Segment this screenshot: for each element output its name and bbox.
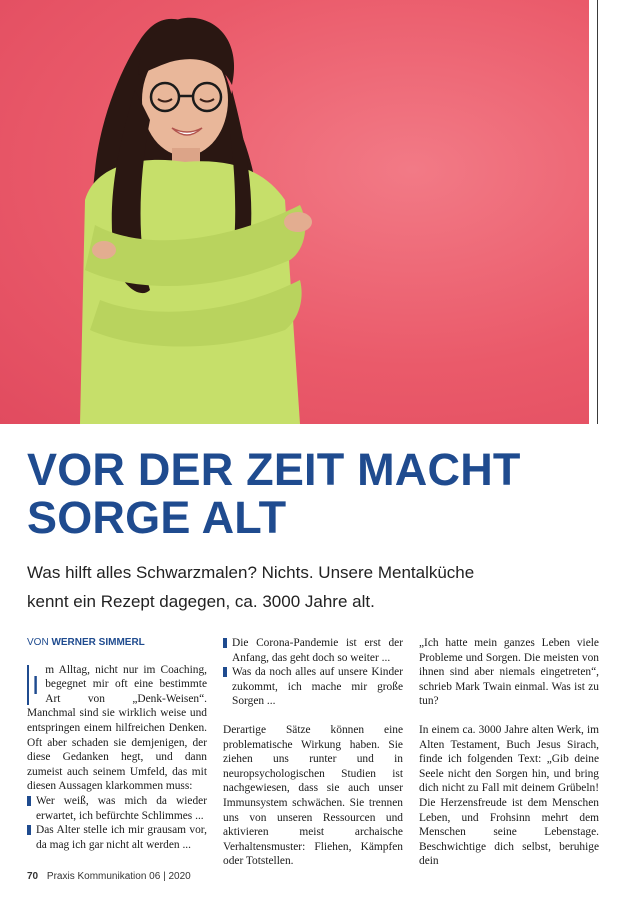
- byline-prefix: VON: [27, 637, 49, 648]
- woman-hugging-herself-illustration: [0, 0, 589, 424]
- intro-text: m Alltag, nicht nur im Coaching, begegnet mir oft eine bestimmte Art von „Denk-Weisen“. Manchmal sind sie wirklich weise und entspringen einem hilfreichen Denken. Oft aber schaden sie demjenigen, der diese Gedanken hegt, und dann zumeist auch seinem Umfeld, das mit diesen Aussagen klarkommen muss:: [27, 663, 207, 793]
- subtitle-line-1: Was hilft alles Schwarzmalen? Nichts. Unsere Mentalküche: [27, 563, 475, 582]
- body-paragraph: In einem ca. 3000 Jahre alten Werk, im Alten Testament, Buch Jesus Sirach, finde ich folgenden Text: „Gib deine Seele nicht den Sorgen hin, und bring dich nicht zu Fall mit deinem Grübeln! Die Herzensfreude ist dem Menschen Leben, und Frohsinn mehrt dem Menschen seine Lebenstage. Beschwichtige dich selbst, beruhige dein: [419, 723, 599, 868]
- publication-name: Praxis Kommunikation 06 | 2020: [46, 871, 191, 882]
- body-paragraph: Derartige Sätze können eine problematische Wirkung haben. Sie ziehen uns runter und in neuropsychologischen Studien ist nachgewiesen, dass sie auch unser Immunsystem schwächen. Sie trennen uns von unseren Ressourcen und aktivieren meist archaische Verhaltensmuster: Fliehen, Kämpfen oder Totstellen.: [223, 723, 403, 868]
- bullet-item: Die Corona-Pandemie ist erst der Anfang, das geht doch so weiter ...: [223, 636, 403, 665]
- bullet-item: Das Alter stelle ich mir grausam vor, da mag ich gar nicht alt werden ...: [27, 823, 207, 852]
- article-headline: [27, 446, 607, 542]
- article-subtitle: [27, 558, 587, 616]
- headline-line-2: SORGE ALT: [27, 492, 287, 543]
- headline-line-1: VOR DER ZEIT MACHT: [27, 444, 521, 495]
- page-footer: [27, 871, 191, 882]
- text-column-3: [419, 636, 599, 869]
- text-column-2: [223, 636, 403, 869]
- subtitle-line-2: kennt ein Rezept dagegen, ca. 3000 Jahre alt.: [27, 592, 375, 611]
- intro-paragraph: [27, 663, 207, 794]
- bullet-item: Was da noch alles auf unsere Kinder zukommt, ich mache mir große Sorgen ...: [223, 665, 403, 709]
- page-edge-rule: [597, 0, 598, 424]
- quote-paragraph: „Ich hatte mein ganzes Leben viele Probleme und Sorgen. Die meisten von ihnen sind aber niemals eingetreten“, schrieb Mark Twain einmal. Was ist zu tun?: [419, 637, 599, 708]
- drop-cap: I: [27, 665, 39, 705]
- byline: [27, 636, 207, 651]
- page-number: 70: [27, 871, 39, 882]
- hero-photo: [0, 0, 589, 424]
- byline-author: WERNER SIMMERL: [51, 637, 145, 648]
- text-column-1: [27, 636, 207, 852]
- bullet-item: Wer weiß, was mich da wieder erwartet, ich befürchte Schlimmes ...: [27, 794, 207, 823]
